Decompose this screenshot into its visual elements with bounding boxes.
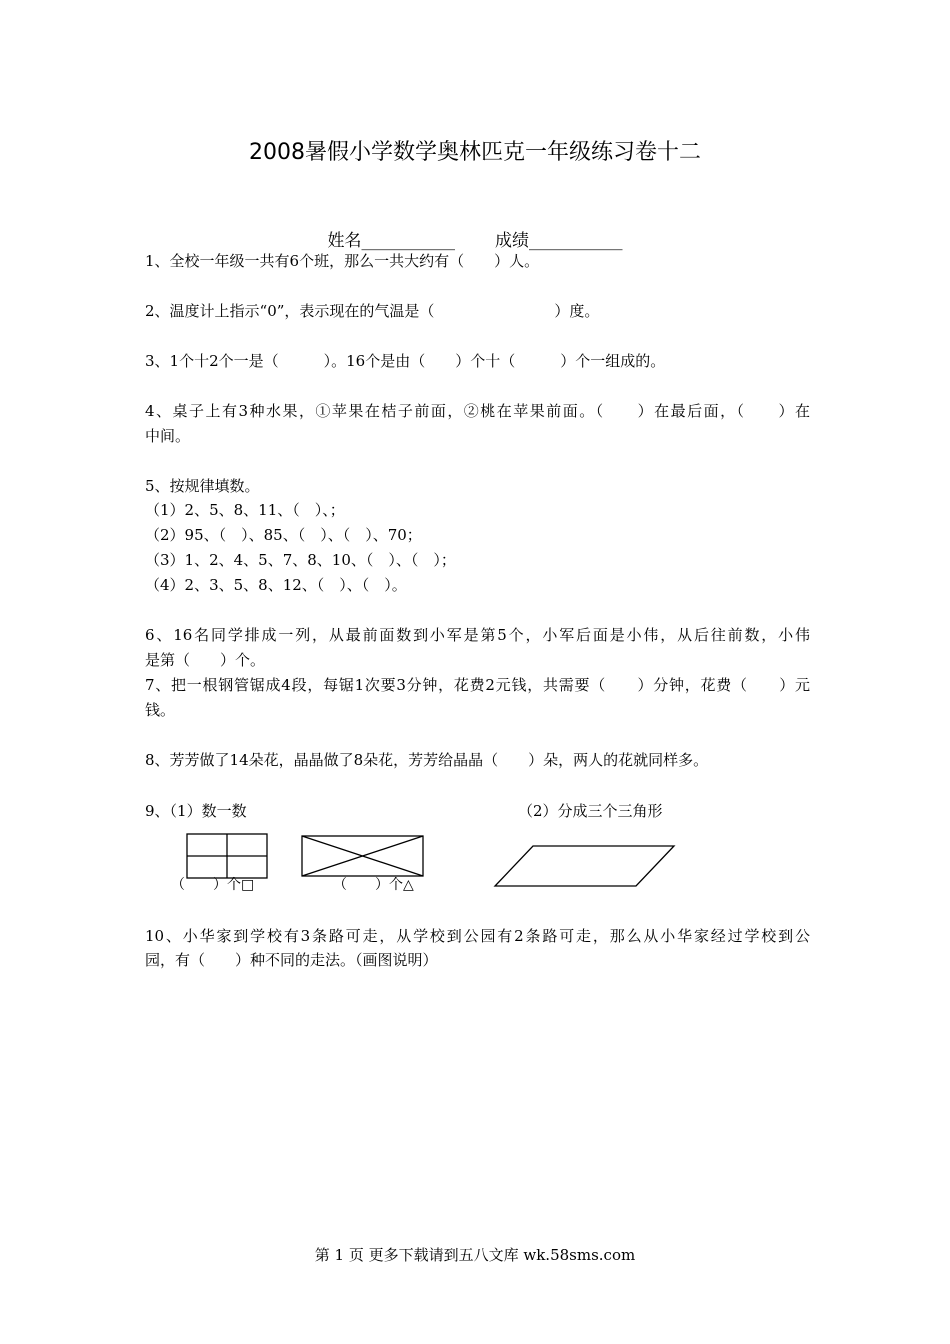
question-2: 2、温度计上指示“0”，表示现在的气温是（ ）度。	[145, 302, 600, 320]
question-6-line-2: 是第（ ）个。	[145, 651, 266, 669]
question-5-item-4: （4）2、3、5、8、12、（ ）、（ ）。	[145, 576, 407, 594]
score-field-label: 成绩___________	[495, 231, 623, 251]
crossed-rectangle-figure	[302, 836, 423, 876]
page-title: 2008暑假小学数学奥林匹克一年级练习卷十二	[249, 140, 701, 165]
question-7-line-2: 钱。	[145, 701, 176, 719]
figure-b-caption: （ ）个△	[333, 877, 414, 893]
question-6-line-1: 6、16名同学排成一列，从最前面数到小军是第5个，小军后面是小伟，从后往前数，小伟	[145, 626, 810, 644]
question-5-item-2: （2）95、（ ）、85、（ ）、（ ）、70；	[145, 526, 422, 544]
question-3: 3、1个十2个一是（ ）。16个是由（ ）个十（ ）个一组成的。	[145, 352, 666, 370]
parallelogram-figure	[495, 846, 674, 886]
question-7-line-1: 7、把一根钢管锯成4段，每锯1次要3分钟，花费2元钱，共需要（ ）分钟，花费（ ）元	[145, 676, 810, 694]
question-8: 8、芳芳做了14朵花，晶晶做了8朵花，芳芳给晶晶（ ）朵，两人的花就同样多。	[145, 751, 709, 769]
question-5-item-1: （1）2、5、8、11、（ ）、；	[145, 501, 345, 519]
question-5-item-3: （3）1、2、4、5、7、8、10、（ ）、（ ）；	[145, 551, 456, 569]
figure-a-caption: （ ）个□	[171, 877, 255, 893]
question-10-line-1: 10、小华家到学校有3条路可走，从学校到公园有2条路可走，那么从小华家经过学校到公	[145, 927, 810, 945]
question-4-line-1: 4、桌子上有3种水果，①苹果在桔子前面，②桃在苹果前面。（ ）在最后面，（ ）在	[145, 402, 810, 420]
question-10-line-2: 园，有（ ）种不同的走法。（画图说明）	[145, 951, 438, 969]
question-1: 1、全校一年级一共有6个班，那么一共大约有（ ）人。	[145, 252, 540, 270]
question-9-part-2: （2）分成三个三角形	[518, 802, 663, 820]
page-footer: 第 1 页 更多下载请到五八文库 wk.58sms.com	[314, 1246, 636, 1264]
question-9-part-1: 9、（1）数一数	[145, 802, 247, 820]
question-5-title: 5、按规律填数。	[145, 477, 260, 495]
question-4-line-2: 中间。	[145, 427, 191, 445]
grid-rectangle-figure	[187, 834, 267, 878]
name-field-label: 姓名___________	[327, 231, 455, 251]
